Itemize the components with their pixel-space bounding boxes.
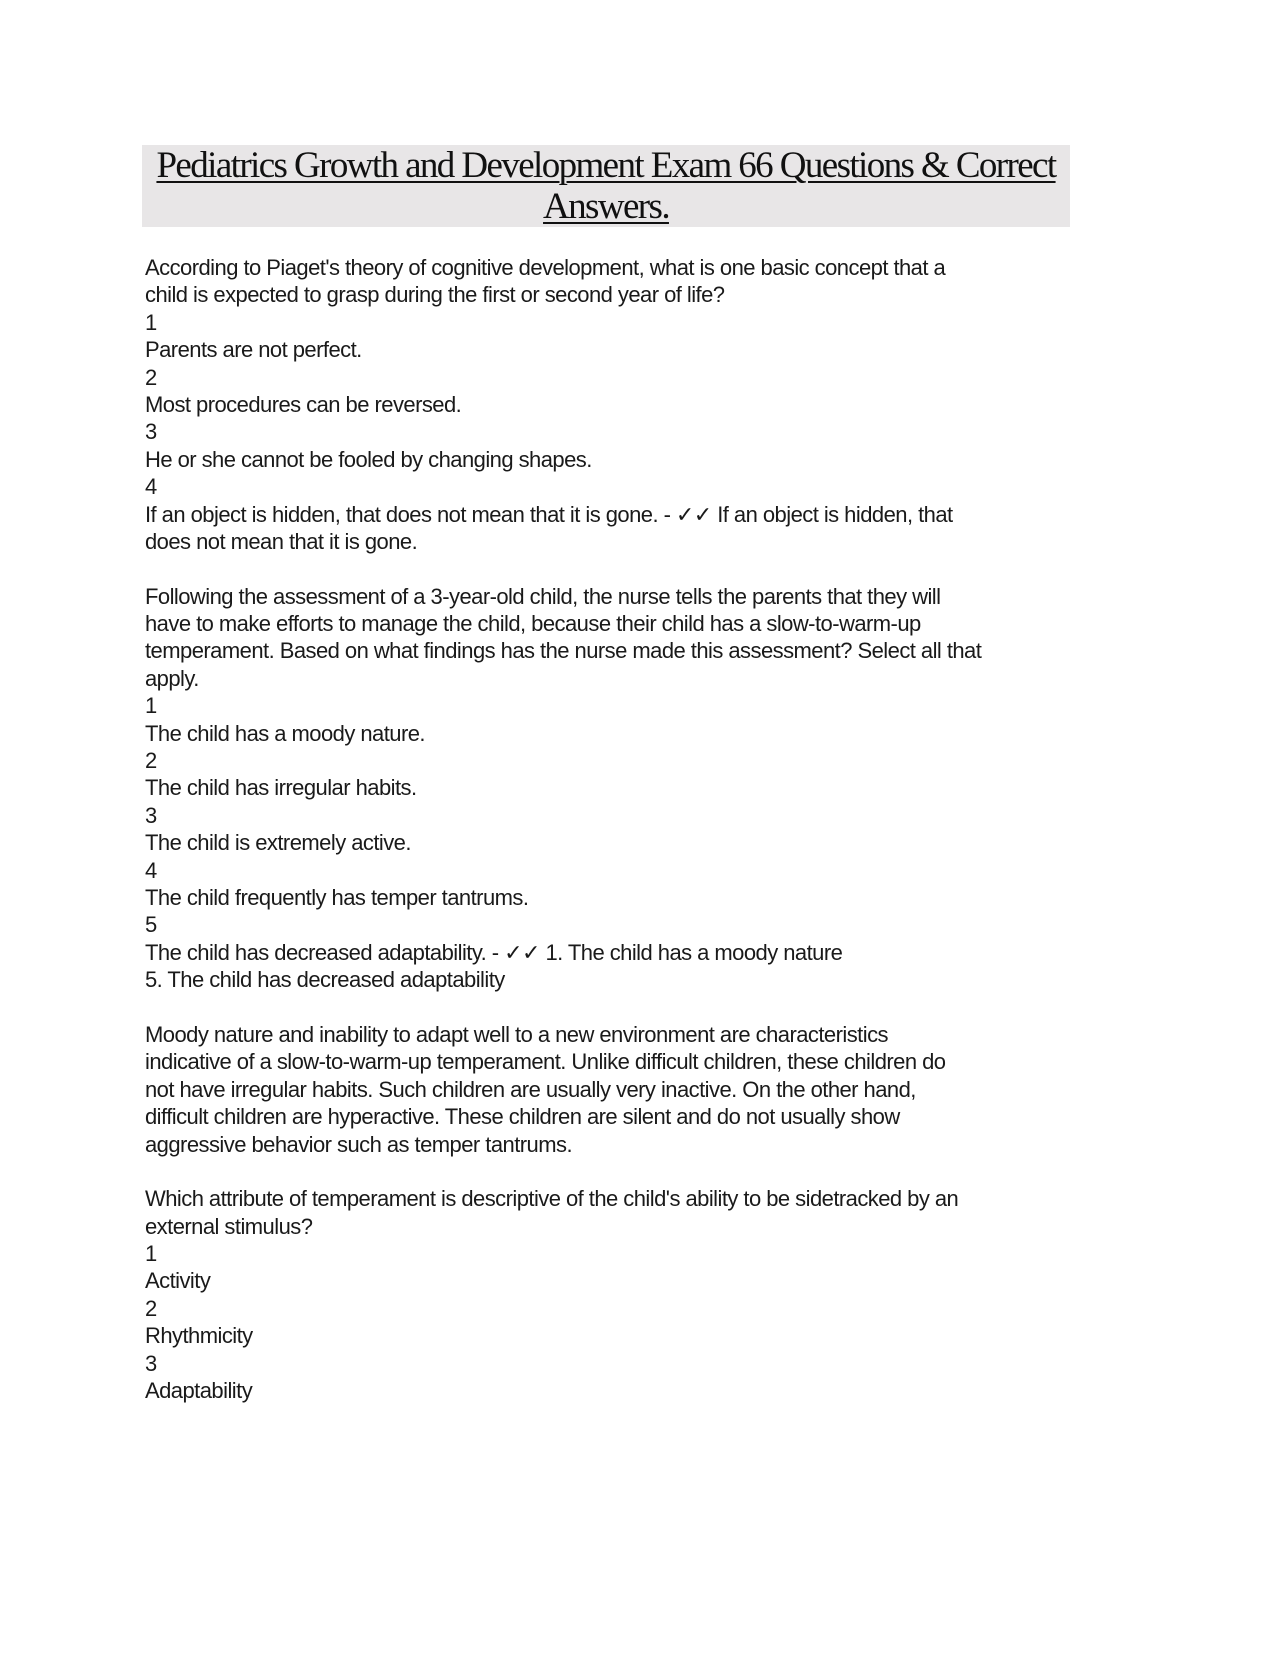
text-line: If an object is hidden, that does not mean that it is gone. - ✓✓ If an object is hidden, that <box>145 501 953 527</box>
text-line: Moody nature and inability to adapt well to a new environment are characteristics <box>145 1021 888 1047</box>
text-line: 5. The child has decreased adaptability <box>145 967 505 993</box>
text-line: Adaptability <box>145 1378 253 1404</box>
text-line: 1 <box>145 693 157 719</box>
text-line: 1 <box>145 1241 157 1267</box>
text-line: Most procedures can be reversed. <box>145 391 462 417</box>
document-title <box>142 145 1070 227</box>
text-line: 3 <box>145 802 157 828</box>
text-line: temperament. Based on what findings has the nurse made this assessment? Select all that <box>145 638 982 664</box>
text-line: Which attribute of temperament is descriptive of the child's ability to be sidetracked by an <box>145 1186 959 1212</box>
text-line: 3 <box>145 419 157 445</box>
text-line: child is expected to grasp during the first or second year of life? <box>145 282 725 308</box>
text-line: 2 <box>145 1295 157 1321</box>
question-piaget <box>145 254 1085 555</box>
explanation-temperament <box>145 1021 1085 1158</box>
text-line: According to Piaget's theory of cognitive development, what is one basic concept that a <box>145 255 946 280</box>
text-line: difficult children are hyperactive. These children are silent and do not usually show <box>145 1104 900 1130</box>
text-line: not have irregular habits. Such children are usually very inactive. On the other hand, <box>145 1076 916 1102</box>
text-line: 4 <box>145 474 157 500</box>
text-line: 4 <box>145 857 157 883</box>
paragraph-spacer <box>145 1158 1085 1185</box>
text-line: indicative of a slow-to-warm-up temperament. Unlike difficult children, these children do <box>145 1049 946 1075</box>
text-line: 2 <box>145 364 157 390</box>
text-line: aggressive behavior such as temper tantrums. <box>145 1131 573 1157</box>
text-line: external stimulus? <box>145 1213 313 1239</box>
text-line: The child has irregular habits. <box>145 775 417 801</box>
text-line: Parents are not perfect. <box>145 337 362 363</box>
document-body <box>145 254 1085 1404</box>
text-line: The child is extremely active. <box>145 830 411 856</box>
text-line: He or she cannot be fooled by changing shapes. <box>145 446 592 472</box>
text-line: 2 <box>145 748 157 774</box>
text-line: The child has a moody nature. <box>145 720 425 746</box>
text-line: 3 <box>145 1350 157 1376</box>
paragraph-spacer <box>145 994 1085 1021</box>
text-line: 1 <box>145 309 157 335</box>
text-line: apply. <box>145 665 199 691</box>
text-line: The child has decreased adaptability. - ✓✓ 1. The child has a moody nature <box>145 939 843 965</box>
title-line-1: Pediatrics Growth and Development Exam 66 Questions & Correct <box>156 145 1056 186</box>
text-line: The child frequently has temper tantrums. <box>145 884 529 910</box>
text-line: 5 <box>145 912 157 938</box>
text-line: have to make efforts to manage the child, because their child has a slow-to-warm-up <box>145 611 921 637</box>
title-line-2: Answers. <box>543 186 669 227</box>
question-temperament <box>145 583 1085 994</box>
text-line: does not mean that it is gone. <box>145 528 418 554</box>
text-line: Following the assessment of a 3-year-old child, the nurse tells the parents that they will <box>145 583 941 609</box>
question-distractibility <box>145 1185 1085 1404</box>
paragraph-spacer <box>145 555 1085 582</box>
text-line: Rhythmicity <box>145 1323 253 1349</box>
text-line: Activity <box>145 1268 211 1294</box>
